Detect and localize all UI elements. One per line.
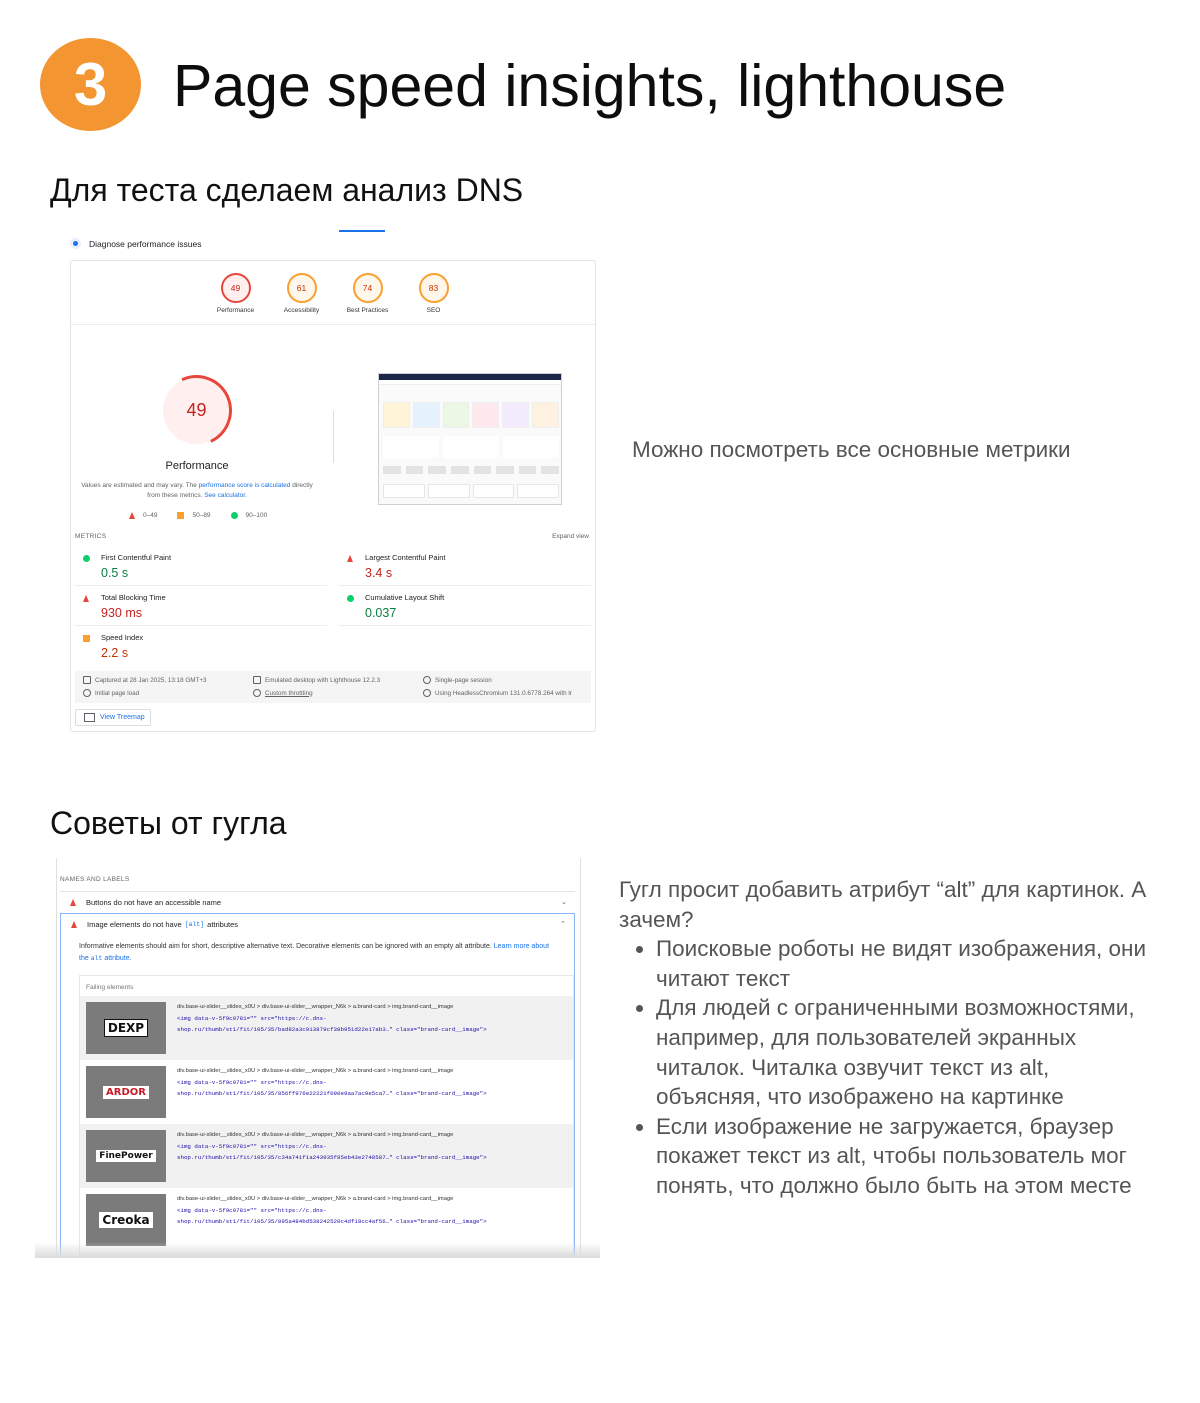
step-number-badge: 3 xyxy=(40,38,141,131)
captured-at-text: Captured at 28 Jan 2025, 13:18 GMT+3 xyxy=(95,676,207,684)
gauge-accessibility[interactable] xyxy=(277,273,326,314)
legend-good-label: 90–100 xyxy=(245,512,268,519)
legend-bad xyxy=(129,512,157,519)
see-calculator-link[interactable]: See calculator. xyxy=(204,492,247,499)
timer-icon xyxy=(83,689,91,697)
divider xyxy=(71,324,595,325)
gauge-seo-score: 83 xyxy=(419,273,449,303)
runtime-settings-footer xyxy=(75,671,591,703)
element-thumbnail xyxy=(86,1194,166,1246)
category-gauges xyxy=(211,273,458,314)
audit-buttons-accessible-name[interactable] xyxy=(60,891,575,913)
metric-name: First Contentful Paint xyxy=(101,553,172,562)
metric-value: 3.4 s xyxy=(365,566,393,580)
metric-value: 0.037 xyxy=(365,606,397,620)
gauge-performance-label: Performance xyxy=(216,307,255,314)
diagnose-icon xyxy=(70,238,81,249)
snippet-line: <img data-v-5f9c9781="" src="https://c.dns- xyxy=(177,1015,327,1022)
metrics-heading: METRICS xyxy=(75,533,107,540)
gauge-performance-score: 49 xyxy=(221,273,251,303)
learn-more-text-2: attribute. xyxy=(104,955,132,962)
brand-logo: ARDOR xyxy=(103,1086,149,1099)
bad-triangle-icon xyxy=(83,595,89,602)
section-heading-dns-test: Для теста сделаем анализ DNS xyxy=(50,172,524,208)
element-snippet xyxy=(177,1077,487,1099)
triangle-icon xyxy=(129,512,135,519)
failing-elements-heading: Failing elements xyxy=(86,984,134,991)
score-note xyxy=(81,481,313,501)
user-icon xyxy=(423,676,431,684)
accessibility-audit-screenshot xyxy=(35,858,600,1258)
snippet-line: <img data-v-5f9c9781="" src="https://c.dns- xyxy=(177,1143,327,1150)
tips-list xyxy=(619,934,1159,1200)
legend-good xyxy=(231,512,268,519)
audit-label-prefix: Image elements do not have xyxy=(87,920,182,929)
gauge-accessibility-score: 61 xyxy=(287,273,317,303)
circle-icon xyxy=(231,512,238,519)
thumb-promo-banners xyxy=(383,402,559,428)
fail-triangle-icon xyxy=(70,899,76,906)
performance-score-label: Performance xyxy=(165,460,229,472)
good-circle-icon xyxy=(83,555,90,562)
group-heading: NAMES AND LABELS xyxy=(60,876,130,883)
metrics-side-note: Можно посмотреть все основные метрики xyxy=(632,437,1071,462)
element-thumbnail xyxy=(86,1002,166,1054)
lighthouse-card xyxy=(70,260,596,732)
metric-name: Speed Index xyxy=(101,633,144,642)
element-snippet xyxy=(177,1205,487,1227)
page-title: Page speed insights, lighthouse xyxy=(173,53,1007,119)
diagnose-header xyxy=(70,238,201,249)
expand-view-toggle[interactable]: Expand view xyxy=(552,533,589,540)
initial-load xyxy=(83,689,139,697)
audit-panel xyxy=(56,858,581,1258)
thumb-content-row xyxy=(383,436,559,458)
gauge-best-practices-score: 74 xyxy=(353,273,383,303)
snippet-line: shop.ru/thumb/st1/fit/105/35/095a484bd538242520c4df18cc4af56…" class="brand-card__image"> xyxy=(177,1218,487,1225)
gauge-best-practices-label: Best Practices xyxy=(346,307,389,314)
element-selector: div.base-ui-slider__slides_x0U > div.base-ui-slider__wrapper_N6k > a.brand-card > img.brand-card__image xyxy=(177,1132,454,1138)
score-calculation-link[interactable]: performance score is calculated xyxy=(198,482,291,489)
metric-cumulative-layout-shift xyxy=(339,587,591,626)
failing-element-row[interactable] xyxy=(80,996,573,1060)
audit-description xyxy=(79,941,557,965)
diagnose-label: Diagnose performance issues xyxy=(89,238,202,249)
element-thumbnail xyxy=(86,1130,166,1182)
throttling-link[interactable]: Custom throttling xyxy=(265,689,313,697)
audit-label-suffix: attributes xyxy=(207,920,239,929)
chevron-up-icon: ⌃ xyxy=(560,921,566,928)
metric-value: 2.2 s xyxy=(101,646,129,660)
metric-value: 930 ms xyxy=(101,606,142,620)
vertical-divider xyxy=(333,411,334,463)
audit-description-text: Informative elements should aim for short, descriptive alternative text. Decorative elements can be ignored with an empty alt attribute. xyxy=(79,943,494,950)
screenshot-fade xyxy=(35,1242,600,1258)
chevron-down-icon: ⌄ xyxy=(561,899,567,906)
alt-code: alt xyxy=(90,955,103,962)
element-selector: div.base-ui-slider__slides_x0U > div.base-ui-slider__wrapper_N6k > a.brand-card > img.brand-card__image xyxy=(177,1196,454,1202)
square-icon xyxy=(177,512,184,519)
calendar-icon xyxy=(83,676,91,684)
metric-name: Cumulative Layout Shift xyxy=(365,593,445,602)
score-note-text: Values are estimated and may vary. The xyxy=(81,482,199,489)
failing-element-row[interactable] xyxy=(80,1124,573,1188)
brand-logo: Creoka xyxy=(99,1212,152,1228)
audit-label: Buttons do not have an accessible name xyxy=(86,898,222,907)
wifi-icon xyxy=(253,689,261,697)
captured-at xyxy=(83,676,207,684)
emulated-device xyxy=(253,676,380,684)
emulated-device-text: Emulated desktop with Lighthouse 12.2.3 xyxy=(265,676,381,684)
lighthouse-report-screenshot xyxy=(50,224,620,734)
gauge-accessibility-label: Accessibility xyxy=(283,307,320,314)
snippet-line: <img data-v-5f9c9781="" src="https://c.dns- xyxy=(177,1079,327,1086)
element-snippet xyxy=(177,1013,487,1035)
treemap-icon xyxy=(84,713,95,722)
alt-code-chip: [alt] xyxy=(184,921,205,928)
legend-bad-label: 0–49 xyxy=(143,512,158,519)
session-type-text: Single-page session xyxy=(435,676,492,684)
brand-logo: DEXP xyxy=(104,1019,148,1037)
bad-triangle-icon xyxy=(347,555,353,562)
browser-version xyxy=(423,689,572,697)
legend-average-label: 50–89 xyxy=(192,512,211,519)
score-legend xyxy=(129,512,267,519)
snippet-line: shop.ru/thumb/st1/fit/105/35/856ff976e22221f090e9aa7ac9e5ca7…" class="brand-card__image"> xyxy=(177,1090,487,1097)
gauge-performance[interactable] xyxy=(211,273,260,314)
element-thumbnail xyxy=(86,1066,166,1118)
tip-item: • Для людей с ограниченными возможностями, например, для пользователей экранных читалок. Читалка озвучит текст из alt, объясняя, что изображено на картинке xyxy=(656,993,1159,1111)
tip-item: • Если изображение не загружается, браузер покажет текст из alt, чтобы пользователь мог понять, что должно было быть на этом месте xyxy=(656,1112,1159,1201)
active-tab-indicator xyxy=(339,230,385,232)
metric-total-blocking-time xyxy=(75,587,327,626)
performance-score-gauge: 49 xyxy=(163,377,230,444)
audit-details xyxy=(60,935,575,1258)
desktop-icon xyxy=(253,676,261,684)
brand-logo: FinePower xyxy=(96,1150,155,1162)
metric-value: 0.5 s xyxy=(101,566,129,580)
metric-name: Total Blocking Time xyxy=(101,593,166,602)
score-note-text-2: directly from these metrics. xyxy=(147,482,313,499)
snippet-line: shop.ru/thumb/st1/fit/105/35/bad82a3c913879cf38b951d22e17ab3…" class="brand-card__image"> xyxy=(177,1026,487,1033)
gauge-seo-label: SEO xyxy=(426,307,441,314)
thumb-cards xyxy=(383,484,559,498)
fail-triangle-icon xyxy=(71,921,77,928)
good-circle-icon xyxy=(347,595,354,602)
legend-average xyxy=(177,512,210,519)
tips-intro: Гугл просит добавить атрибут “alt” для картинок. А зачем? xyxy=(619,877,1147,932)
initial-load-text: Initial page load xyxy=(95,689,140,697)
gauge-seo[interactable] xyxy=(409,273,458,314)
failing-element-row[interactable] xyxy=(80,1060,573,1124)
metric-name: Largest Contentful Paint xyxy=(365,553,446,562)
view-treemap-label: View Treemap xyxy=(100,714,145,721)
snippet-line: shop.ru/thumb/st1/fit/105/35/c34a741f1a243935f85eb43e2748587…" class="brand-card__image"> xyxy=(177,1154,487,1161)
element-selector: div.base-ui-slider__slides_x0U > div.base-ui-slider__wrapper_N6k > a.brand-card > img.brand-card__image xyxy=(177,1004,454,1010)
learn-more-text: Learn more about the xyxy=(79,943,550,962)
failing-elements-table xyxy=(79,975,574,1258)
throttling[interactable] xyxy=(253,689,313,697)
browser-version-text: Using HeadlessChromium 131.0.6778.264 with lr xyxy=(435,689,572,697)
gauge-best-practices[interactable] xyxy=(343,273,392,314)
metric-speed-index xyxy=(75,627,327,665)
chrome-icon xyxy=(423,689,431,697)
metric-largest-contentful-paint xyxy=(339,547,591,586)
element-snippet xyxy=(177,1141,487,1163)
snippet-line: <img data-v-5f9c9781="" src="https://c.dns- xyxy=(177,1207,327,1214)
alt-attribute-explanation xyxy=(619,875,1159,1201)
thumb-nav-bar xyxy=(379,380,561,385)
average-square-icon xyxy=(83,635,90,642)
session-type xyxy=(423,676,492,684)
thumb-brand-strip xyxy=(383,466,559,474)
metric-first-contentful-paint xyxy=(75,547,327,586)
audit-image-alt[interactable] xyxy=(60,913,575,935)
section-heading-google-tips: Советы от гугла xyxy=(50,805,287,841)
page-screenshot-thumbnail[interactable] xyxy=(378,373,562,505)
view-treemap-button[interactable] xyxy=(75,709,151,726)
tip-item: • Поисковые роботы не видят изображения, они читают текст xyxy=(656,934,1159,993)
element-selector: div.base-ui-slider__slides_x0U > div.base-ui-slider__wrapper_N6k > a.brand-card > img.brand-card__image xyxy=(177,1068,454,1074)
